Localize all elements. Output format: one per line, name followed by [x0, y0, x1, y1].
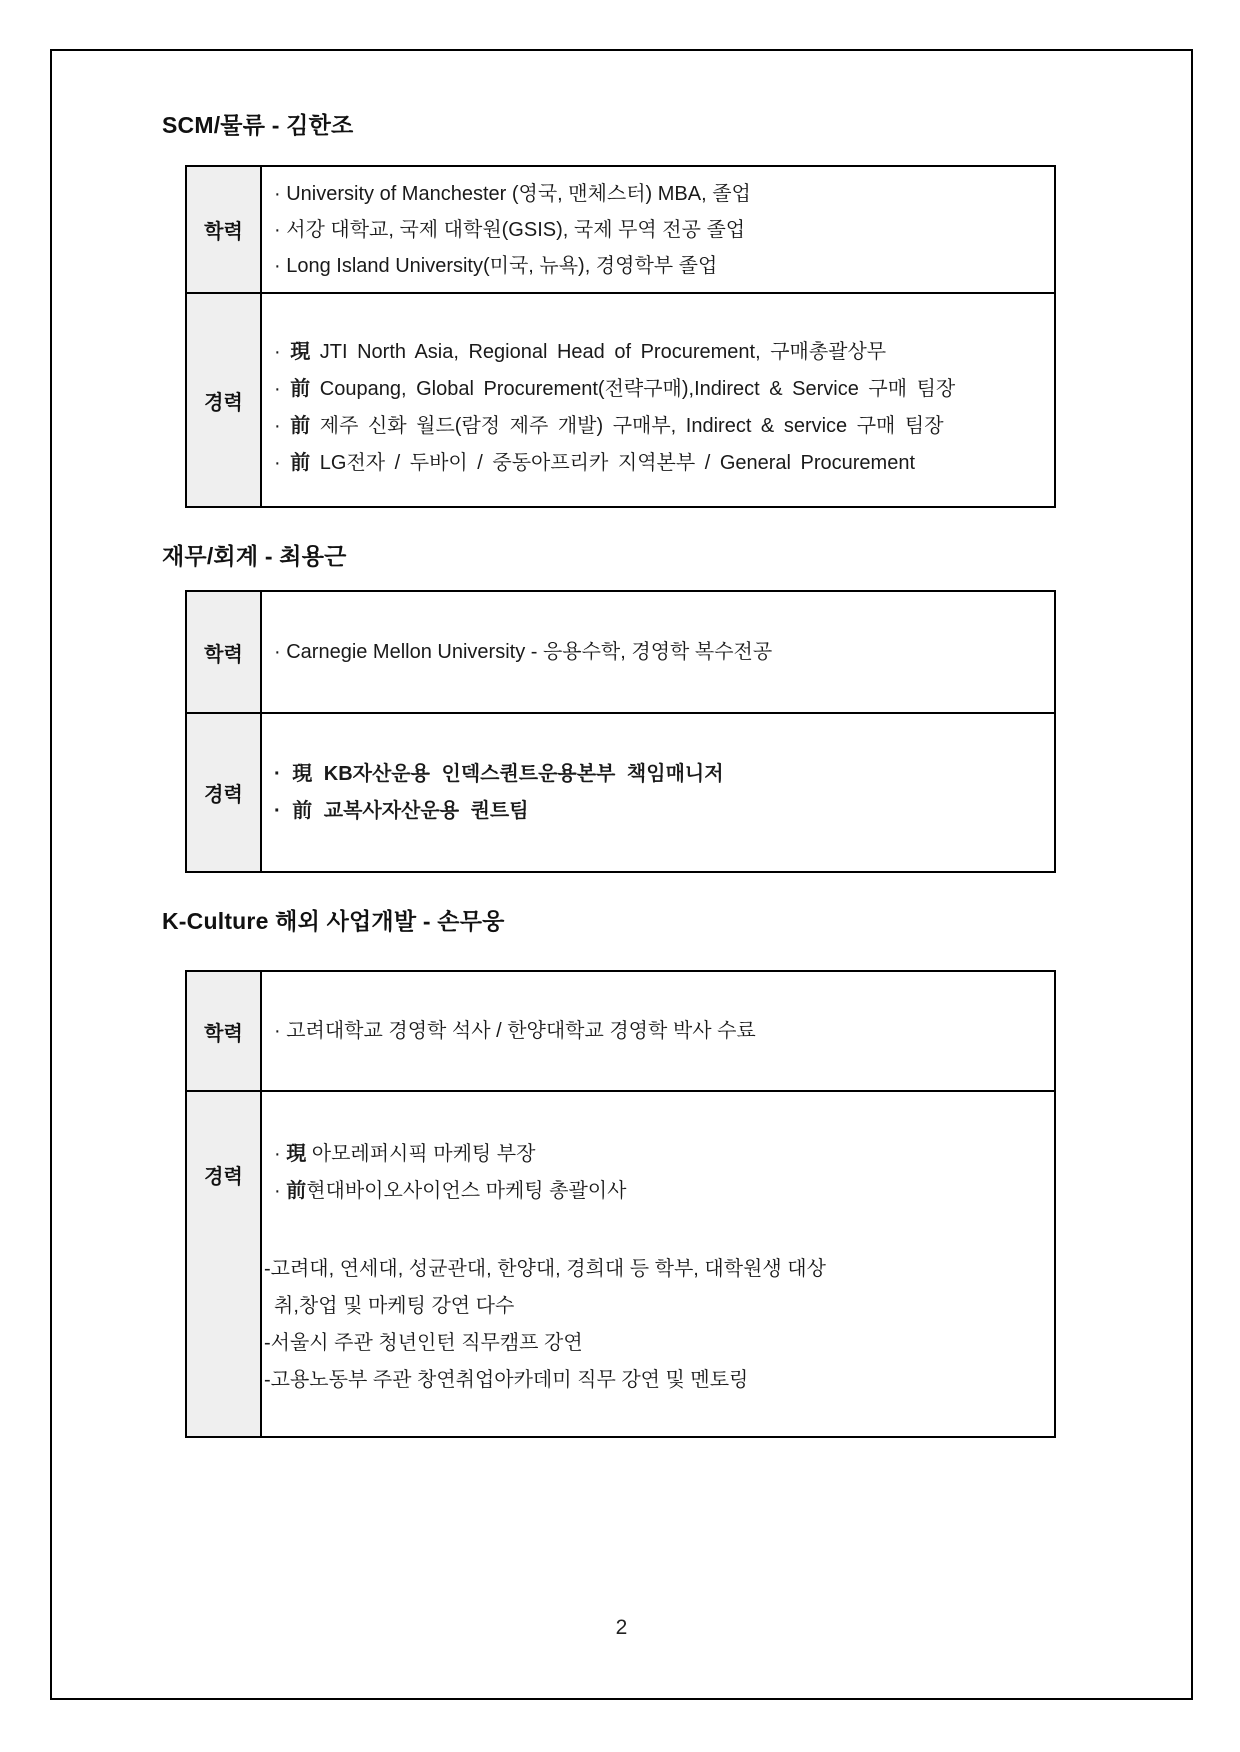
table-row-education — [187, 592, 1054, 712]
content-line: · 前 제주 신화 월드(람정 제주 개발) 구매부, Indirect & service 구매 팀장 — [274, 415, 944, 437]
section-heading-kculture: K-Culture 해외 사업개발 - 손무웅 — [162, 908, 505, 934]
row-label-education: 학력 — [187, 592, 262, 712]
content-line: · 前 LG전자 / 두바이 / 중동아프리카 지역본부 / General Procurement — [274, 452, 916, 474]
content-line: · 現 KB자산운용 인덱스퀀트운용본부 책임매니저 — [274, 762, 724, 785]
row-label-career: 경력 — [187, 1092, 262, 1436]
row-content-career — [262, 714, 1054, 871]
table-row-career — [187, 292, 1054, 506]
content-line: · 前 교복사자산운용 퀀트팀 — [274, 799, 529, 822]
content-line: -고려대, 연세대, 성균관대, 한양대, 경희대 등 학부, 대학원생 대상 — [264, 1258, 826, 1280]
content-line — [274, 1210, 1048, 1251]
row-content-education — [262, 592, 1054, 712]
content-line: · Carnegie Mellon University - 응용수학, 경영학 복수전공 — [274, 640, 773, 663]
row-content-education — [262, 167, 1054, 292]
section-heading-scm: SCM/물류 - 김한조 — [162, 112, 354, 138]
content-line: · 고려대학교 경영학 석사 / 한양대학교 경영학 박사 수료 — [274, 1019, 756, 1042]
profile-table-kculture — [185, 970, 1056, 1438]
content-line: · 서강 대학교, 국제 대학원(GSIS), 국제 무역 전공 졸업 — [274, 218, 746, 241]
profile-table-finance — [185, 590, 1056, 873]
content-line: · 現 JTI North Asia, Regional Head of Procurement, 구매총괄상무 — [274, 341, 887, 363]
table-row-career — [187, 712, 1054, 871]
table-row-education — [187, 167, 1054, 292]
content-line: 취,창업 및 마케팅 강연 다수 — [274, 1295, 515, 1317]
page-number: 2 — [615, 1616, 628, 1639]
table-row-education — [187, 972, 1054, 1090]
row-content-career — [262, 294, 1054, 506]
row-label-education: 학력 — [187, 972, 262, 1090]
content-line: · 前 Coupang, Global Procurement(전략구매),Indirect & Service 구매 팀장 — [274, 378, 956, 400]
profile-table-scm — [185, 165, 1056, 508]
row-label-career: 경력 — [187, 714, 262, 871]
row-label-education: 학력 — [187, 167, 262, 292]
content-line: -고용노동부 주관 창연취업아카데미 직무 강연 및 멘토링 — [264, 1369, 749, 1391]
section-heading-finance: 재무/회계 - 최용근 — [162, 543, 347, 569]
content-line: · Long Island University(미국, 뉴욕), 경영학부 졸업 — [274, 254, 718, 277]
content-line: · 現 아모레퍼시픽 마케팅 부장 — [274, 1143, 536, 1165]
row-content-education — [262, 972, 1054, 1090]
row-label-career: 경력 — [187, 294, 262, 506]
content-line: -서울시 주관 청년인턴 직무캠프 강연 — [264, 1332, 583, 1354]
content-line: · 前현대바이오사이언스 마케팅 총괄이사 — [274, 1180, 627, 1202]
row-content-career — [262, 1092, 1054, 1436]
table-row-career — [187, 1090, 1054, 1436]
content-line: · University of Manchester (영국, 맨체스터) MBA, 졸업 — [274, 182, 751, 205]
